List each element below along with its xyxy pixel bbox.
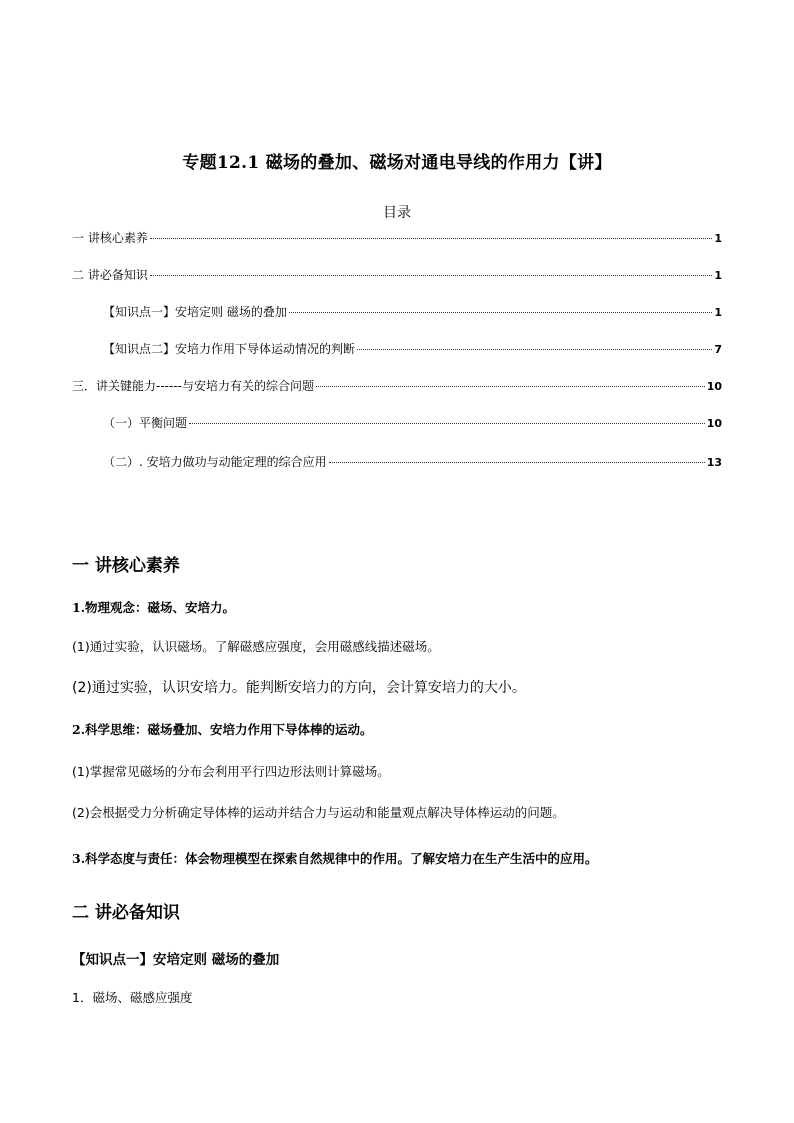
toc-page-number: 7 [714, 343, 722, 356]
paragraph-scientific-thinking-2: (2)会根据受力分析确定导体棒的运动并结合力与运动和能量观点解决导体棒运动的问题。 [72, 805, 565, 820]
toc-entry-5[interactable] [72, 377, 722, 395]
paragraph-physics-concept: 1.物理观念：磁场、安培力。 [72, 600, 236, 615]
toc-page-number: 10 [706, 417, 722, 430]
toc-entry-label: 【知识点二】安培力作用下导体运动情况的判断 [103, 342, 356, 356]
section-heading-essential-knowledge: 二 讲必备知识 [72, 903, 180, 923]
toc-entry-label: 二 讲必备知识 [72, 268, 148, 282]
paragraph-physics-concept-2: (2)通过实验，认识安培力。能判断安培力的方向，会计算安培力的大小。 [72, 680, 526, 696]
toc-leader-dots [150, 238, 713, 239]
toc-entry-label: 【知识点一】安培定则 磁场的叠加 [103, 305, 287, 319]
toc-page-number: 1 [714, 306, 722, 319]
subsection-heading-knowledge-point-1: 【知识点一】安培定则 磁场的叠加 [72, 952, 280, 968]
toc-entry-7[interactable] [103, 453, 722, 471]
paragraph-scientific-thinking: 2.科学思维：磁场叠加、安培力作用下导体棒的运动。 [72, 722, 373, 737]
toc-entry-4[interactable] [103, 340, 722, 358]
toc-entry-3[interactable] [103, 303, 722, 321]
toc-entry-label: （一）平衡问题 [103, 416, 188, 430]
section-heading-core-literacy: 一 讲核心素养 [72, 556, 180, 576]
toc-leader-dots [357, 349, 712, 350]
paragraph-scientific-attitude: 3.科学态度与责任：体会物理模型在探索自然规律中的作用。了解安培力在生产生活中的应用。 [72, 851, 598, 866]
toc-entry-label: （二）. 安培力做功与动能定理的综合应用 [103, 455, 327, 469]
list-item-magnetic-field: 1．磁场、磁感应强度 [72, 990, 193, 1005]
page-title: 专题12.1 磁场的叠加、磁场对通电导线的作用力【讲】 [182, 153, 612, 173]
toc-leader-dots [189, 423, 705, 424]
toc-entry-label: 一 讲核心素养 [72, 231, 148, 245]
toc-page-number: 10 [706, 380, 722, 393]
paragraph-scientific-thinking-1: (1)掌握常见磁场的分布会利用平行四边形法则计算磁场。 [72, 764, 390, 779]
toc-entry-1[interactable] [72, 229, 722, 247]
toc-leader-dots [316, 386, 705, 387]
toc-leader-dots [289, 312, 713, 313]
toc-entry-label: 三．讲关键能力------与安培力有关的综合问题 [72, 379, 314, 393]
toc-leader-dots [150, 275, 713, 276]
paragraph-physics-concept-1: (1)通过实验，认识磁场。了解磁感应强度，会用磁感线描述磁场。 [72, 639, 440, 654]
toc-entry-2[interactable] [72, 266, 722, 284]
toc-heading: 目录 [383, 205, 411, 221]
toc-entry-6[interactable] [103, 414, 722, 432]
toc-leader-dots [329, 462, 705, 463]
toc-page-number: 1 [714, 269, 722, 282]
toc-page-number: 1 [714, 232, 722, 245]
toc-page-number: 13 [706, 456, 722, 469]
